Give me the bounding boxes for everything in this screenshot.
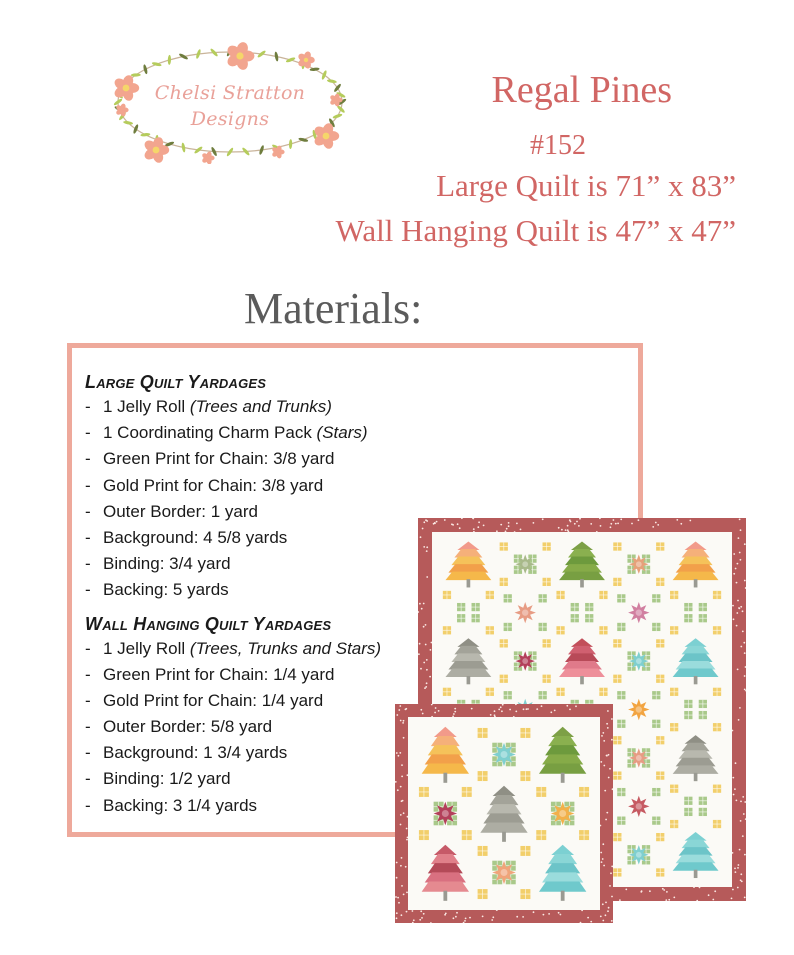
bullet-dash: - [85, 397, 91, 416]
material-note: (Trees and Trunks) [189, 397, 332, 416]
large-quilt-size: Large Quilt is 71” x 83” [436, 168, 736, 203]
material-item [85, 636, 381, 662]
material-item [85, 577, 381, 603]
material-text: Backing: 5 yards [103, 580, 229, 600]
logo-designs: Designs [190, 108, 270, 130]
bullet-dash: - [85, 690, 91, 710]
bullet-dash: - [85, 423, 91, 443]
material-note: (Stars) [316, 423, 368, 443]
material-item [85, 688, 381, 714]
bullet-dash: - [85, 717, 91, 737]
bullet-dash: - [85, 580, 91, 600]
material-text: Outer Border: 1 yard [103, 501, 258, 521]
section-title: Wall Hanging Quilt Yardages [85, 613, 332, 634]
material-item [85, 394, 381, 420]
wall-hanging-quilt-image [395, 704, 613, 923]
bullet-dash: - [85, 664, 91, 684]
material-text: Gold Print for Chain: 3/8 yard [103, 475, 324, 495]
material-item [85, 525, 381, 551]
bullet-dash: - [85, 527, 91, 547]
section-title: Large Quilt Yardages [85, 372, 267, 392]
material-item [85, 740, 381, 766]
bullet-dash: - [85, 501, 91, 521]
wall-quilt-size: Wall Hanging Quilt is 47” x 47” [335, 213, 736, 248]
material-text: 1 Jelly Roll [103, 397, 190, 416]
material-item [85, 499, 381, 525]
pattern-title: Regal Pines [491, 69, 672, 111]
material-text: Green Print for Chain: 1/4 yard [103, 664, 335, 684]
material-item [85, 766, 381, 792]
bullet-dash: - [85, 554, 91, 574]
material-item [85, 551, 381, 577]
material-note: (Trees, Trunks and Stars) [189, 638, 382, 658]
material-text: Green Print for Chain: 3/8 yard [103, 449, 335, 469]
material-text: Binding: 1/2 yard [103, 769, 231, 789]
pattern-number: #152 [530, 130, 586, 161]
logo-name: Chelsi Stratton [154, 82, 306, 104]
material-text: Binding: 3/4 yard [103, 554, 231, 574]
bullet-dash: - [85, 449, 91, 469]
materials-heading: Materials: [244, 284, 423, 333]
material-text: Background: 4 5/8 yards [103, 527, 288, 547]
bullet-dash: - [85, 475, 91, 495]
material-text: Background: 1 3/4 yards [103, 743, 288, 763]
material-text: 1 Jelly Roll [103, 638, 190, 658]
material-item [85, 793, 381, 819]
wall-quilt-illustration [395, 704, 613, 923]
material-item [85, 473, 381, 499]
materials-list [85, 370, 381, 819]
material-text: Gold Print for Chain: 1/4 yard [103, 690, 324, 710]
material-text: 1 Coordinating Charm Pack [103, 423, 317, 443]
material-item [85, 420, 381, 446]
bullet-dash: - [85, 743, 91, 763]
material-item [85, 446, 381, 472]
material-text: Backing: 3 1/4 yards [103, 795, 258, 815]
material-text: Outer Border: 5/8 yard [103, 717, 273, 737]
bullet-dash: - [85, 795, 91, 815]
material-item [85, 714, 381, 740]
bullet-dash: - [85, 638, 91, 658]
material-item [85, 662, 381, 688]
designer-logo [108, 40, 352, 164]
bullet-dash: - [85, 769, 91, 789]
